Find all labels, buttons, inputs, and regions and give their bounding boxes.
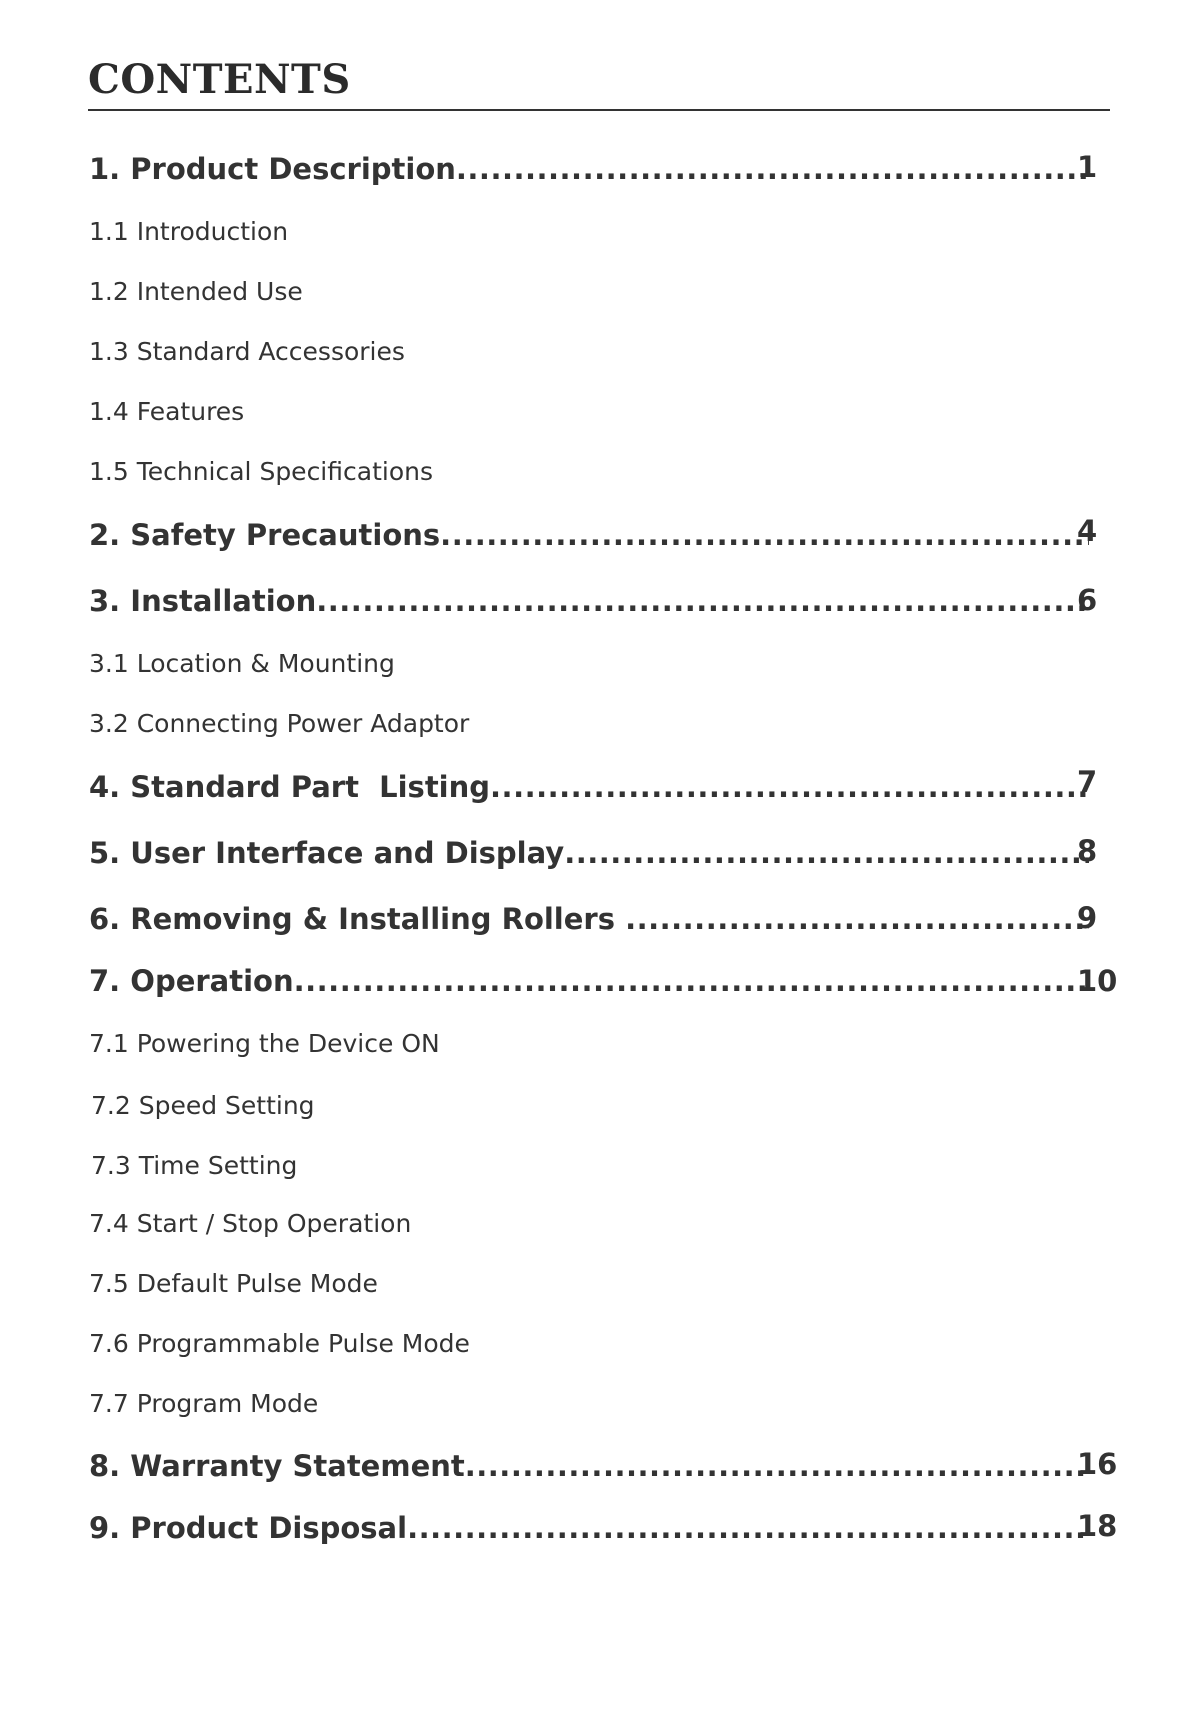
toc-subsection[interactable]: 7.6 Programmable Pulse Mode xyxy=(89,1329,470,1358)
toc-subsection[interactable]: 7.1 Powering the Device ON xyxy=(89,1029,440,1058)
title-underline xyxy=(88,109,1110,111)
toc-section-2[interactable] xyxy=(89,516,1089,554)
toc-section-3[interactable] xyxy=(89,582,1089,620)
toc-subsection[interactable]: 1.4 Features xyxy=(89,397,245,426)
toc-leader-dots xyxy=(407,1509,1089,1547)
toc-subsection[interactable]: 7.7 Program Mode xyxy=(89,1389,319,1418)
toc-subsection[interactable]: 1.2 Intended Use xyxy=(89,277,303,306)
page-title: CONTENTS xyxy=(88,56,351,103)
toc-subsection[interactable]: 1.5 Technical Specifications xyxy=(89,457,433,486)
toc-leader-dots xyxy=(294,962,1089,1000)
toc-subsection[interactable]: 3.1 Location & Mounting xyxy=(89,649,395,678)
toc-subsection[interactable]: 7.5 Default Pulse Mode xyxy=(89,1269,378,1298)
toc-section-label: 1. Product Description xyxy=(89,152,456,186)
toc-page-number: 10 xyxy=(1077,964,1118,998)
toc-leader-dots xyxy=(625,900,1089,938)
toc-section-8[interactable] xyxy=(89,1447,1089,1485)
toc-page-number: 6 xyxy=(1077,583,1098,617)
toc-subsection[interactable]: 3.2 Connecting Power Adaptor xyxy=(89,709,470,738)
toc-section-label: 2. Safety Precautions xyxy=(89,518,441,552)
toc-section-label: 7. Operation xyxy=(89,964,294,998)
toc-leader-dots xyxy=(316,582,1089,620)
toc-subsection[interactable]: 1.1 Introduction xyxy=(89,217,289,246)
toc-leader-dots xyxy=(440,516,1089,554)
toc-leader-dots xyxy=(490,768,1089,806)
toc-leader-dots xyxy=(456,150,1089,188)
toc-section-label: 6. Removing & Installing Rollers xyxy=(89,902,626,936)
toc-page-number: 1 xyxy=(1077,150,1098,184)
toc-section-label: 4. Standard Part Listing xyxy=(89,770,491,804)
toc-section-label: 8. Warranty Statement xyxy=(89,1449,465,1483)
toc-section-1[interactable] xyxy=(89,150,1089,188)
toc-subsection[interactable]: 7.2 Speed Setting xyxy=(91,1091,315,1120)
toc-page-number: 16 xyxy=(1077,1447,1118,1481)
toc-section-7[interactable] xyxy=(89,962,1089,1000)
toc-page-number: 7 xyxy=(1077,765,1098,799)
toc-section-5[interactable] xyxy=(89,834,1089,872)
toc-section-label: 9. Product Disposal xyxy=(89,1511,408,1545)
toc-section-6[interactable] xyxy=(89,900,1089,938)
toc-section-label: 5. User Interface and Display xyxy=(89,836,565,870)
toc-subsection[interactable]: 1.3 Standard Accessories xyxy=(89,337,405,366)
toc-section-label: 3. Installation xyxy=(89,584,317,618)
toc-page-number: 18 xyxy=(1077,1509,1118,1543)
toc-page-number: 4 xyxy=(1077,514,1098,548)
toc-page-number: 9 xyxy=(1077,901,1098,935)
toc-section-9[interactable] xyxy=(89,1509,1089,1547)
toc-subsection[interactable]: 7.4 Start / Stop Operation xyxy=(89,1209,412,1238)
toc-leader-dots xyxy=(564,834,1089,872)
toc-subsection[interactable]: 7.3 Time Setting xyxy=(91,1151,298,1180)
toc-page-number: 8 xyxy=(1077,834,1098,868)
toc-leader-dots xyxy=(465,1447,1089,1485)
toc-section-4[interactable] xyxy=(89,768,1089,806)
